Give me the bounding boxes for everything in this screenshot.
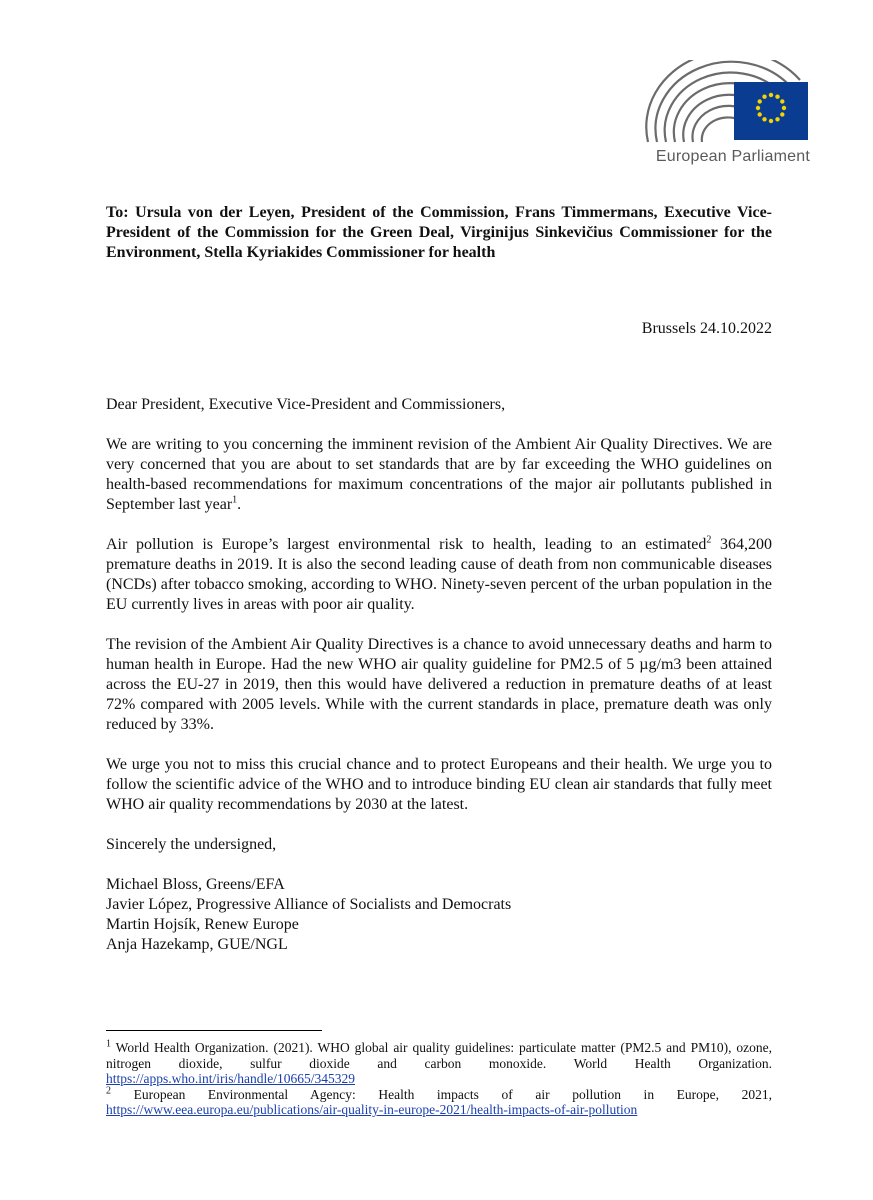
footnote-ref-1: 1	[232, 494, 238, 506]
signer: Javier López, Progressive Alliance of Socialists and Democrats	[106, 896, 512, 913]
addressee-block: To: Ursula von der Leyen, President of the Commission, Frans Timmermans, Executive Vice-President of the Commission for the Green Deal, Virginijus Sinkevičius Commissioner for the Environment, Stella Kyriakides Commissioner for health	[106, 204, 772, 261]
signer-list	[106, 875, 772, 955]
footnote-ref-2: 2	[706, 534, 712, 546]
logo-text: European Parliament	[655, 148, 810, 165]
paragraph-1-text: We are writing to you concerning the imminent revision of the Ambient Air Quality Directives. We are very concerned that you are about to set standards that are by far exceeding the WHO guidelines on health-based recommendations for maximum concentrations of the major air pollutants published in September last year	[106, 436, 772, 513]
closing: Sincerely the undersigned,	[106, 836, 277, 853]
signer: Michael Bloss, Greens/EFA	[106, 876, 285, 893]
footnote-text: European Environmental Agency: Health impacts of air pollution in Europe, 2021,	[111, 1086, 772, 1102]
signer: Anja Hazekamp, GUE/NGL	[106, 936, 288, 953]
footnote-number: 2	[106, 1085, 111, 1096]
paragraph-2	[106, 535, 772, 615]
footnote-1	[106, 1040, 772, 1087]
paragraph-2-text: Air pollution is Europe’s largest environmental risk to health, leading to an estimated	[106, 536, 707, 553]
paragraph-1-end: .	[237, 496, 242, 513]
paragraph-3: The revision of the Ambient Air Quality Directives is a chance to avoid unnecessary deaths and harm to human health in Europe. Had the new WHO air quality guideline for PM2.5 of 5 µg/m3 been attained across the EU-27 in 2019, then this would have delivered a reduction in premature deaths of at least 72% compared with 2005 levels. While with the current standards in place, premature death was only reduced by 33%.	[106, 636, 772, 733]
paragraph-2-rest: 364,200 premature deaths in 2019. It is also the second leading cause of death from non communicable diseases (NCDs) after tobacco smoking, according to WHO. Ninety-seven percent of the urban population in the EU currently lives in areas with poor air quality.	[106, 536, 773, 613]
hemicycle-flag-emblem	[640, 60, 810, 148]
paragraph-4: We urge you not to miss this crucial chance and to protect Europeans and their health. We urge you to follow the scientific advice of the WHO and to introduce binding EU clean air standards that fully meet WHO air quality recommendations by 2030 at the latest.	[106, 756, 772, 813]
paragraph-1	[106, 435, 772, 515]
footnote-divider	[106, 1030, 322, 1031]
footnote-link[interactable]: https://apps.who.int/iris/handle/10665/345329	[106, 1071, 355, 1086]
greeting: Dear President, Executive Vice-President and Commissioners,	[106, 396, 506, 413]
footnote-text: World Health Organization. (2021). WHO global air quality guidelines: particulate matter (PM2.5 and PM10), ozone, nitrogen dioxide, sulfur dioxide and carbon monoxide. World Health Organization.	[106, 1040, 772, 1071]
footnote-number: 1	[106, 1038, 111, 1050]
footnote-link[interactable]: https://www.eea.europa.eu/publications/air-quality-in-europe-2021/health-impacts-of-air-pollution	[106, 1102, 638, 1117]
letter-date: Brussels 24.10.2022	[641, 320, 772, 337]
signer: Martin Hojsík, Renew Europe	[106, 916, 299, 933]
footnotes	[106, 1040, 772, 1118]
footnote-2	[106, 1087, 772, 1118]
european-parliament-logo	[640, 60, 810, 172]
letter-body	[106, 395, 772, 955]
